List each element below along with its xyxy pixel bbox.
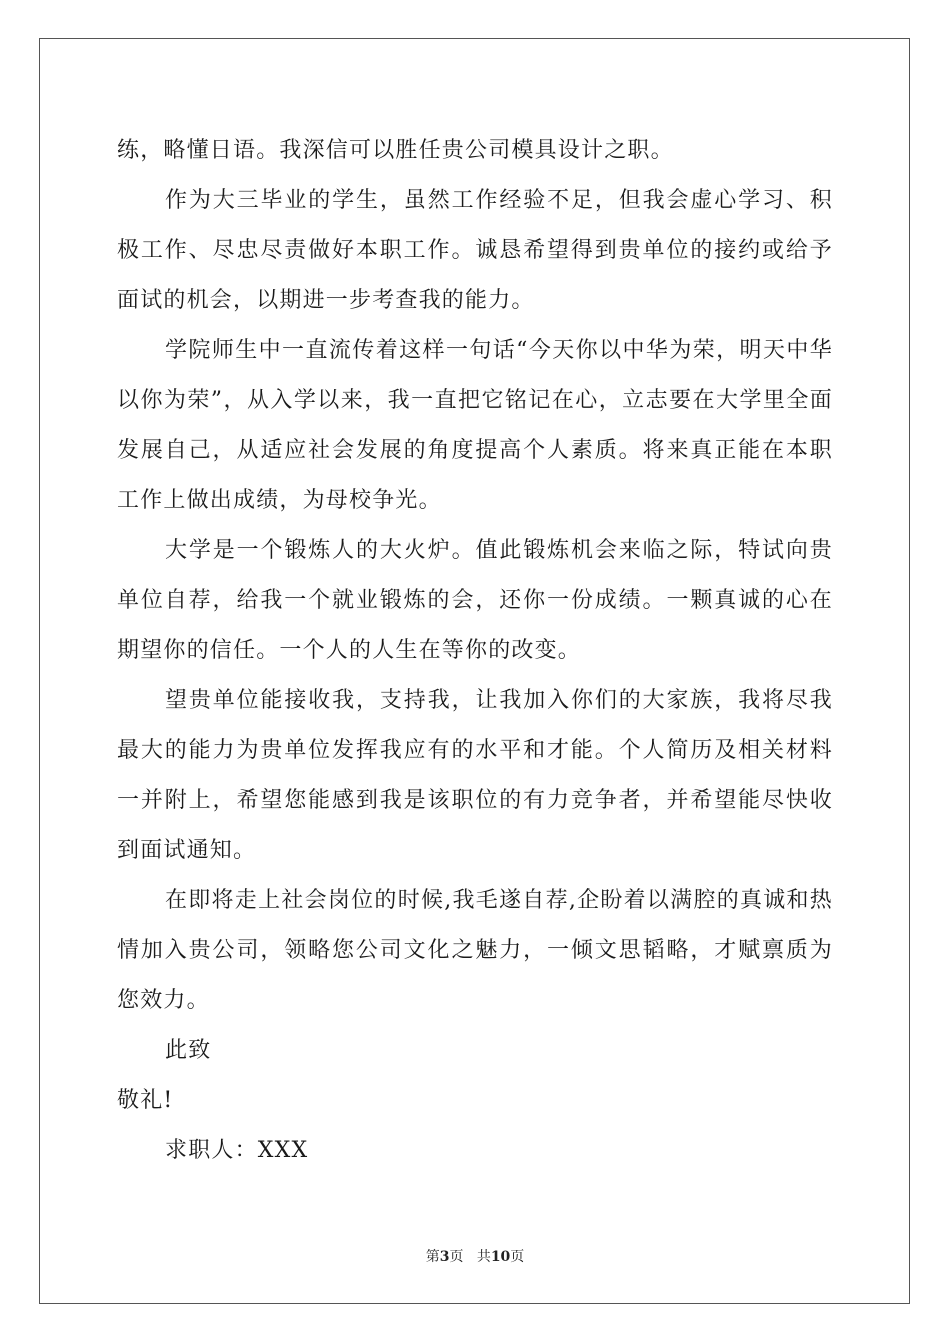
page-total: 10	[490, 1249, 511, 1265]
signature: 求职人：XXX	[165, 1138, 309, 1163]
page-prefix: 第	[425, 1249, 440, 1265]
paragraph-5: 望贵单位能接收我，支持我，让我加入你们的大家族，我将尽我最大的能力为贵单位发挥我应有的水平和才能。个人简历及相关材料一并附上，希望您能感到我是该职位的有力竞争者，并希望能尽快收到面试通知。	[117, 688, 833, 863]
page-current: 3	[439, 1249, 450, 1265]
paragraph-4: 大学是一个锻炼人的大火炉。值此锻炼机会来临之际，特试向贵单位自荐，给我一个就业锻炼的会，还你一份成绩。一颗真诚的心在期望你的信任。一个人的人生在等你的改变。	[117, 538, 833, 663]
paragraph-6: 在即将走上社会岗位的时候,我毛遂自荐,企盼着以满腔的真诚和热情加入贵公司，领略您公司文化之魅力，一倾文思韬略，才赋禀质为您效力。	[117, 888, 833, 1013]
page-footer	[0, 1246, 950, 1266]
paragraph-2: 作为大三毕业的学生，虽然工作经验不足，但我会虚心学习、积极工作、尽忠尽责做好本职工作。诚恳希望得到贵单位的接约或给予面试的机会，以期进一步考查我的能力。	[117, 188, 833, 313]
salutation: 敬礼!	[117, 1088, 174, 1113]
paragraph-1: 练，略懂日语。我深信可以胜任贵公司模具设计之职。	[117, 138, 674, 163]
page-suffix: 页	[449, 1249, 464, 1265]
total-suffix: 页	[510, 1249, 525, 1265]
letter-body	[117, 126, 833, 1176]
paragraph-3: 学院师生中一直流传着这样一句话“今天你以中华为荣，明天中华以你为荣”，从入学以来，我一直把它铭记在心，立志要在大学里全面发展自己，从适应社会发展的角度提高个人素质。将来真正能在本职工作上做出成绩，为母校争光。	[117, 338, 833, 513]
total-prefix: 共	[476, 1249, 491, 1265]
closing: 此致	[165, 1038, 212, 1063]
